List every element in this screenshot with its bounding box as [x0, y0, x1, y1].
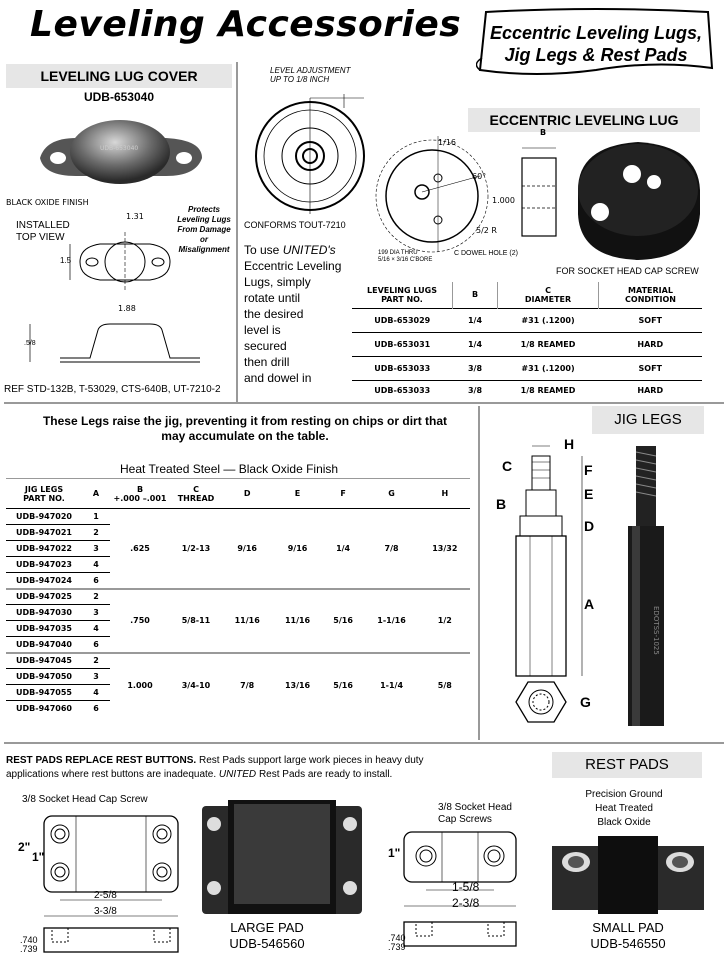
- cell-a: 2: [93, 656, 99, 666]
- small-pad-part-no: UDB-546550: [590, 936, 666, 951]
- col-c-2: THREAD: [177, 493, 215, 503]
- instructions-line: Lugs, simply: [244, 275, 311, 289]
- table-row: [352, 332, 702, 356]
- cell-material: HARD: [637, 339, 664, 349]
- large-pad-drawing: [38, 810, 188, 960]
- cell-part: UDB-947030: [16, 608, 72, 617]
- section-divider: [4, 402, 724, 404]
- cell-h: 5/8: [437, 680, 452, 690]
- jig-legs-intro-1: These Legs raise the jig, preventing it from resting on chips or dirt that: [42, 414, 448, 428]
- height-bottom: .739: [388, 942, 406, 952]
- dim-dowel: C DOWEL HOLE (2): [454, 250, 518, 257]
- col-b: [110, 479, 170, 509]
- dim-a: A: [584, 596, 595, 612]
- cell-part: UDB-947024: [16, 575, 72, 585]
- dim-h: H: [564, 436, 575, 452]
- large-dim-3-3-8: 3-3/8: [94, 906, 117, 917]
- large-pad-screw-note: 3/8 Socket Head Cap Screw: [22, 794, 148, 805]
- section-divider: [236, 62, 238, 402]
- col-e: E: [294, 489, 301, 498]
- cell-h: 1/2: [437, 616, 452, 625]
- cell-c: 5/8-11: [181, 616, 211, 625]
- col-f: F: [340, 489, 346, 498]
- cell-a: 6: [93, 704, 99, 714]
- height-bottom: .739: [20, 944, 38, 954]
- col-part-2: PART NO.: [23, 493, 65, 503]
- col-material: [599, 282, 703, 308]
- cell-a: 4: [93, 560, 99, 569]
- protects-line: Leveling Lugs: [177, 215, 231, 224]
- cell-part: UDB-653033: [374, 385, 431, 395]
- col-part: [6, 479, 82, 509]
- lug-cover-ref: REF STD-132B, T-53029, CTS-640B, UT-7210-2: [4, 384, 221, 395]
- col-part: [352, 282, 453, 308]
- cell-c: 1/2-13: [181, 543, 211, 553]
- table-row: [6, 509, 470, 525]
- jig-legs-steel-note: Heat Treated Steel — Black Oxide Finish: [120, 462, 339, 476]
- cell-part: UDB-947060: [16, 704, 72, 714]
- lug-cover-top-view-drawing: [60, 222, 190, 302]
- cell-f: 5/16: [333, 680, 353, 690]
- cell-f: 5/16: [333, 616, 353, 625]
- cell-material: SOFT: [638, 315, 662, 325]
- level-adjustment-range: UP TO 1/8 INCH: [270, 75, 330, 84]
- cell-d: 7/8: [240, 680, 255, 690]
- eccentric-lug-table: [352, 282, 702, 400]
- cell-e: 11/16: [284, 616, 311, 625]
- dim-width: 1.31: [126, 212, 144, 221]
- cell-b: .750: [130, 616, 150, 625]
- eccentric-instructions: [244, 242, 356, 386]
- cell-a: 3: [93, 544, 99, 553]
- cell-material: SOFT: [638, 363, 662, 373]
- cell-f: 1/4: [336, 543, 351, 553]
- col-b-1: B: [136, 484, 144, 494]
- small-pad-screw-note-1: 3/8 Socket Head: [438, 802, 512, 813]
- cell-part: UDB-653033: [374, 363, 431, 373]
- table-row: [6, 589, 470, 605]
- banner-line-1: Eccentric Leveling Lugs,: [489, 23, 703, 43]
- instructions-text: To use: [244, 243, 283, 257]
- cell-a: 3: [93, 608, 99, 617]
- rest-pads-intro: [6, 754, 546, 782]
- cell-part: UDB-947023: [16, 560, 72, 569]
- table-row: [352, 380, 702, 400]
- banner: [476, 6, 716, 78]
- col-b: B: [453, 282, 498, 308]
- cell-a: 3: [93, 672, 99, 681]
- black-oxide: Black Oxide: [597, 817, 651, 828]
- united-brand: UNITED: [218, 769, 257, 780]
- col-part-1: JIG LEGS: [24, 484, 64, 494]
- rest-pads-intro-text: Rest Pads support large work pieces in heavy duty: [199, 755, 424, 766]
- photo-mark: EDOTSS-1025: [652, 606, 660, 655]
- rest-pads-intro-text: applications where rest buttons are inadequate.: [6, 769, 217, 780]
- dim-b: B: [496, 496, 507, 512]
- col-mat-1: MATERIAL: [628, 285, 673, 295]
- jig-leg-dimension-drawing: [490, 432, 610, 742]
- protects-line: or: [200, 235, 208, 244]
- cell-g: 1-1/4: [380, 680, 404, 690]
- precision-ground: Precision Ground: [585, 789, 663, 800]
- cell-part: UDB-947021: [16, 528, 72, 537]
- jig-legs-heading: JIG LEGS: [592, 406, 704, 434]
- large-pad-part-no: UDB-546560: [229, 936, 305, 951]
- height-top: .740: [388, 933, 406, 943]
- dim-e: E: [584, 486, 594, 502]
- cell-c: 3/4-10: [181, 680, 211, 690]
- cell-b: 3/8: [467, 363, 483, 373]
- cell-g: 1-1/16: [377, 616, 406, 625]
- level-adjustment-label: LEVEL ADJUSTMENT: [270, 66, 351, 75]
- instructions-line: rotate until: [244, 291, 301, 305]
- installed-label: INSTALLED: [16, 220, 70, 231]
- united-brand: UNITED's: [282, 243, 336, 257]
- cell-part: UDB-947020: [16, 512, 72, 521]
- table-row: [352, 356, 702, 380]
- table-row: [352, 308, 702, 332]
- cell-part: UDB-947055: [16, 688, 72, 697]
- banner-line-2: Jig Legs & Rest Pads: [504, 45, 688, 65]
- large-pad-photo: [200, 800, 366, 916]
- table-row: [6, 653, 470, 669]
- cell-a: 2: [93, 528, 99, 537]
- col-g: G: [388, 489, 395, 498]
- rest-pads-intro-bold: REST PADS REPLACE REST BUTTONS.: [6, 755, 197, 766]
- col-part-1: LEVELING LUGS: [367, 285, 437, 295]
- cell-part: UDB-947035: [16, 624, 72, 633]
- cell-part: UDB-653029: [374, 315, 431, 325]
- lug-cover-side-view-drawing: [20, 314, 230, 372]
- cell-g: 7/8: [384, 543, 399, 553]
- dim-drill: 199 DIA THRU: [378, 250, 418, 256]
- page-title: Leveling Accessories: [30, 4, 462, 45]
- instructions-line: level is: [244, 323, 281, 337]
- dim-cbore: 5/16 × 3/16 C'BORE: [378, 257, 433, 263]
- cell-b: 1.000: [127, 680, 153, 690]
- small-pad-photo: [552, 836, 704, 914]
- col-b-2: +.000 –.001: [113, 493, 167, 503]
- svg-text:UDB-653040: UDB-653040: [100, 145, 139, 152]
- cell-b: 1/4: [467, 315, 483, 325]
- cell-e: 13/16: [284, 680, 311, 690]
- cell-part: UDB-947050: [16, 672, 72, 681]
- dim-height: 1.5: [60, 256, 72, 265]
- jig-legs-intro-2: may accumulate on the table.: [161, 429, 329, 443]
- dim-1-16: 1/16: [438, 138, 456, 147]
- top-view-label: TOP VIEW: [16, 232, 65, 243]
- cell-h: 13/32: [432, 543, 458, 553]
- eccentric-lug-photo: [572, 134, 706, 264]
- col-c: [170, 479, 222, 509]
- section-divider: [478, 406, 480, 740]
- lug-cover-part-no: UDB-653040: [83, 90, 155, 104]
- cell-a: 4: [93, 688, 99, 697]
- lug-cover-photo: [36, 108, 206, 198]
- dim-length: 1.88: [118, 304, 136, 313]
- dim-radius: 5/2 R: [476, 226, 497, 235]
- dim-f: F: [584, 462, 593, 478]
- rest-pads-heading: REST PADS: [552, 752, 702, 778]
- cell-a: 6: [93, 575, 99, 585]
- eccentric-lug-front-drawing: [244, 84, 384, 214]
- jig-legs-table: [6, 478, 470, 717]
- col-part-2: PART NO.: [381, 294, 423, 304]
- instructions-line: and dowel in: [244, 371, 312, 385]
- cell-part: UDB-947040: [16, 639, 72, 649]
- instructions-line: the desired: [244, 307, 304, 321]
- small-pad-screw-note-2: Cap Screws: [438, 814, 492, 825]
- cell-d: 9/16: [237, 543, 257, 553]
- cell-part: UDB-947022: [16, 544, 72, 553]
- cell-b: 1/4: [467, 339, 483, 349]
- col-h: H: [441, 489, 449, 498]
- cell-e: 9/16: [287, 543, 308, 553]
- col-c: [498, 282, 599, 308]
- socket-note: FOR SOCKET HEAD CAP SCREW: [556, 266, 699, 276]
- small-dim-1-5-8: 1-5/8: [452, 880, 480, 894]
- cell-part: UDB-947025: [16, 592, 72, 602]
- cell-b: 3/8: [467, 385, 483, 395]
- lug-cover-finish: BLACK OXIDE FINISH: [6, 198, 89, 207]
- instructions-line: secured: [244, 339, 287, 353]
- height-top: .740: [20, 935, 38, 945]
- cell-part: UDB-653031: [374, 339, 431, 349]
- cell-material: HARD: [637, 385, 664, 395]
- protects-line: Misalignment: [178, 245, 230, 254]
- cell-b: .625: [130, 543, 150, 553]
- small-dim-1: 1": [388, 846, 401, 860]
- cell-d: 11/16: [234, 616, 260, 625]
- cell-c: 1/8 REAMED: [520, 385, 576, 395]
- large-dim-2: 2": [18, 840, 31, 854]
- dim-rise: .5/8: [24, 340, 36, 347]
- col-mat-2: CONDITION: [625, 294, 676, 304]
- col-c-2: DIAMETER: [524, 294, 572, 304]
- jig-leg-photo: [616, 446, 676, 736]
- dim-60: 60°: [472, 172, 487, 181]
- small-pad-label: SMALL PAD: [592, 920, 664, 935]
- section-divider: [4, 742, 724, 744]
- dim-g: G: [580, 694, 591, 710]
- dim-1000: 1.000: [492, 196, 515, 205]
- col-c-1: C: [193, 484, 199, 494]
- col-a: A: [92, 489, 100, 498]
- large-dim-2-5-8: 2-5/8: [94, 890, 117, 901]
- large-dim-1: 1": [32, 850, 45, 864]
- cell-a: 1: [93, 512, 99, 521]
- protects-line: From Damage: [177, 225, 231, 234]
- cell-c: 1/8 REAMED: [520, 339, 576, 349]
- instructions-line: Eccentric Leveling: [244, 259, 342, 273]
- rest-pads-intro-text: Rest Pads are ready to install.: [258, 769, 393, 780]
- cell-a: 2: [93, 592, 99, 602]
- small-dim-2-3-8: 2-3/8: [452, 896, 480, 910]
- dim-d: D: [584, 518, 595, 534]
- cell-c: #31 (.1200): [521, 315, 575, 325]
- dim-c: C: [502, 458, 513, 474]
- large-pad-label: LARGE PAD: [230, 920, 304, 935]
- cell-c: #31 (.1200): [521, 363, 575, 373]
- heat-treated: Heat Treated: [595, 803, 653, 814]
- instructions-line: then drill: [244, 355, 290, 369]
- cell-a: 4: [93, 624, 99, 633]
- cell-a: 6: [93, 639, 99, 649]
- eccentric-heading: ECCENTRIC LEVELING LUG: [468, 108, 700, 132]
- conforms-note: CONFORMS TOUT-7210: [244, 220, 346, 230]
- dim-b: B: [540, 128, 547, 137]
- col-d: D: [243, 489, 251, 498]
- lug-cover-heading: LEVELING LUG COVER: [6, 64, 232, 88]
- protects-line: Protects: [187, 205, 220, 214]
- cell-part: UDB-947045: [16, 656, 72, 666]
- col-c-1: C: [545, 285, 551, 295]
